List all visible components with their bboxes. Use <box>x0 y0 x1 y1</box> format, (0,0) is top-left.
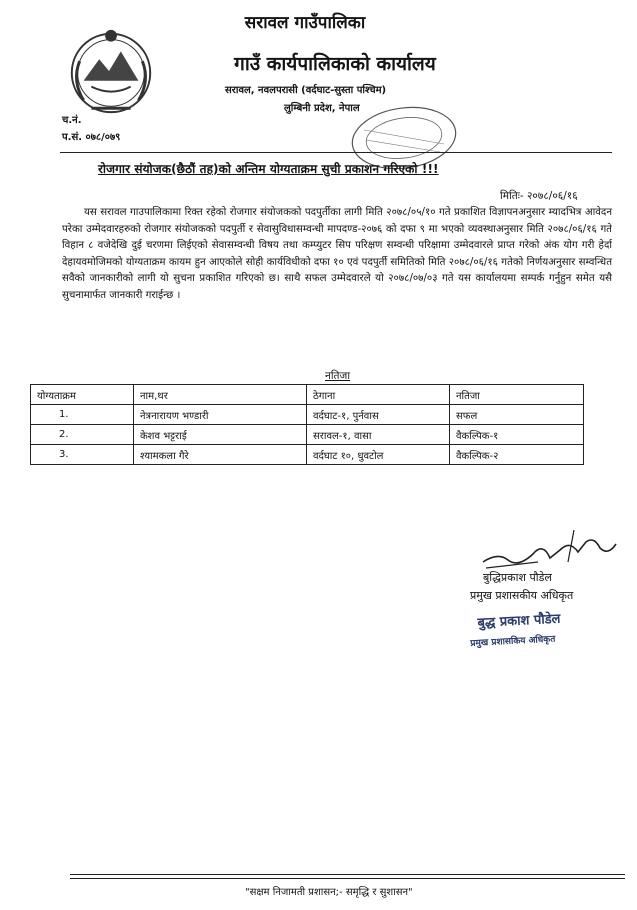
col-address-header: ठेगाना <box>307 385 450 405</box>
notice-date: मितिः- २०७८/०६/१६ <box>500 190 578 202</box>
signature-stamp-title: प्रमुख प्रशासकिय अधिकृत <box>470 634 556 649</box>
signature-stamp-name: बुद्ध प्रकाश पौडेल <box>477 611 561 631</box>
results-table <box>30 384 584 465</box>
name-cell: केशव भट्टराई <box>134 425 307 445</box>
office-province: लुम्बिनी प्रदेश, नेपाल <box>284 103 360 114</box>
signatory-name: बुद्धिप्रकाश पौडेल <box>483 571 552 584</box>
address-cell: वर्दघाट-१, पुर्नवास <box>307 405 450 425</box>
body-paragraph: यस सरावल गाउपालिकामा रिक्त रहेको रोजगार संयोजकको पदपुर्तीका लागी मिति २०७८/०५/१० गते प्रकाशित विज्ञापनअनुसार म्यादभित्र आवेदन परेका उम्मेदवारहरुको रोजगार संयोजकको पदपुर्ती र सेवासुविधासम्वन्धी मापदण्ड-२०७६ को दफा ९ मा भएको व्यवस्थाअनुसार मिति २०७८/०६/१६ गते विहान ८ वजेदेखि दुई चरणमा लिईएको सेवासम्वन्धी विषय तथा कम्प्युटर सिप परिक्षण सम्वन्धी परिक्षामा उम्मेदवारले प्राप्त गरेको अंक योग गरी हेर्दा देहायवमोजिमको योग्यताक्रम कायम हुन आएकोले सोही कार्यविधीको दफा १० एवं पदपुर्ती समितिको मिति २०७८/०६/१६ गतेको निर्णयअनुसार सम्वन्धित सवैको जानकारीको लागी यो सुचना प्रकाशित गरिएको छ। साथै सफल उम्मेदवारले यो २०७८/०७/०३ गते यस कार्यालयमा सम्पर्क गर्नुहुन समेत यसै सुचनामार्फत जानकारी गराईन्छ । <box>62 207 612 301</box>
name-cell: श्यामकला गैरे <box>134 445 307 465</box>
office-name: सरावल गाउँपालिका <box>244 13 366 33</box>
notice-body <box>62 205 612 305</box>
address-cell: वर्दघाट १०, धुवटोल <box>307 445 450 465</box>
office-title: गाउँ कार्यपालिकाको कार्यालय <box>234 53 436 75</box>
address-cell: सरावल-१, वासा <box>307 425 450 445</box>
notice-subject: रोजगार संयोजक(छैठौं तह)को अन्तिम योग्यताक्रम सुची प्रकाशन गरिएको !!! <box>98 162 439 176</box>
nepal-emblem-icon <box>62 22 160 120</box>
table-caption: नतिजा <box>325 370 351 382</box>
table-row <box>31 445 584 465</box>
col-name-header: नाम,थर <box>134 385 307 405</box>
rank-cell: 2. <box>31 425 134 445</box>
result-cell: वैकल्पिक-२ <box>450 445 584 465</box>
footer-motto: "सक्षम निजामती प्रशासन;- समृद्धि र सुशासन" <box>245 887 413 898</box>
table-header-row <box>31 385 584 405</box>
dispatch-number: च.नं. <box>62 115 82 126</box>
col-result-header: नतिजा <box>450 385 584 405</box>
result-cell: वैकल्पिक-१ <box>450 425 584 445</box>
signatory-title: प्रमुख प्रशासकीय अधिकृत <box>470 589 574 602</box>
col-rank-header: योग्यताक्रम <box>31 385 134 405</box>
footer-divider <box>70 874 625 875</box>
rank-cell: 3. <box>31 445 134 465</box>
footer-divider-inner <box>70 878 625 879</box>
header-divider <box>60 152 612 153</box>
table-row <box>31 425 584 445</box>
handwritten-signature <box>478 522 623 577</box>
result-cell: सफल <box>450 405 584 425</box>
letter-number: प.सं. ०७८/०७९ <box>62 132 121 143</box>
office-address: सरावल, नवलपरासी (वर्दघाट-सुस्ता पश्चिम) <box>225 85 387 96</box>
rank-cell: 1. <box>31 405 134 425</box>
name-cell: नेत्रनारायण भण्डारी <box>134 405 307 425</box>
table-row <box>31 405 584 425</box>
